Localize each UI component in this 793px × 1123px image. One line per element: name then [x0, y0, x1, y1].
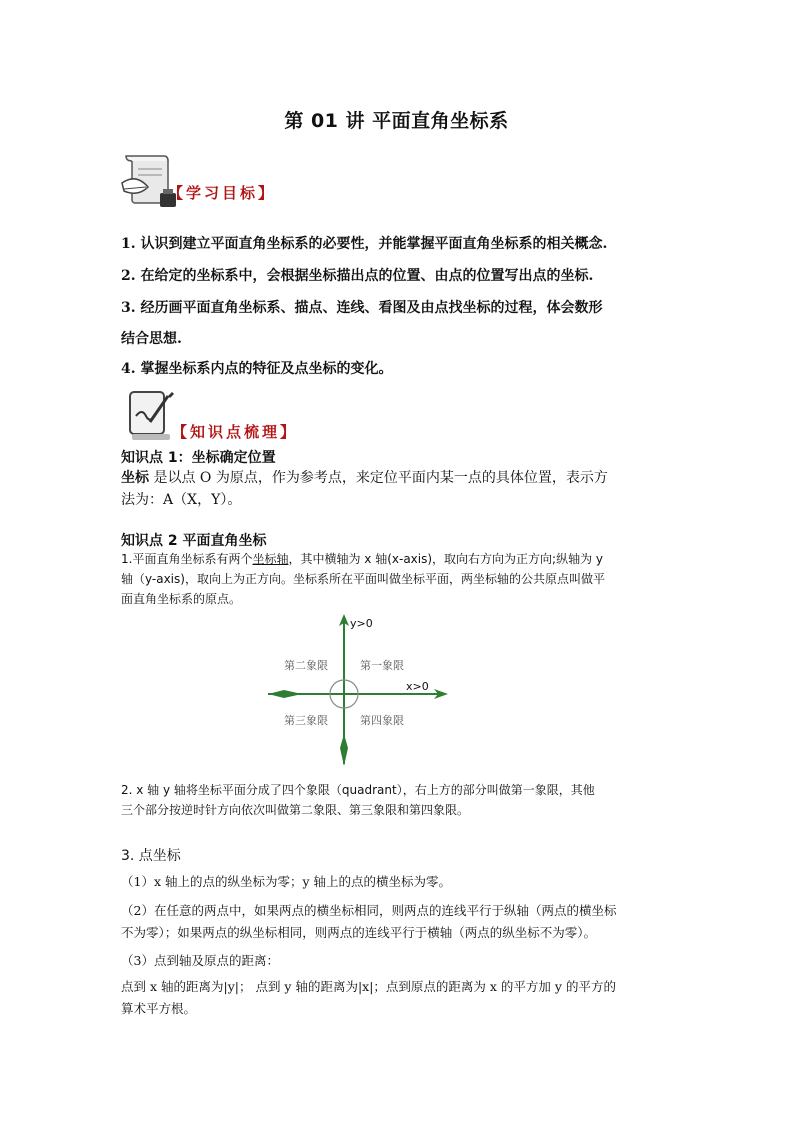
kp2-paragraph-2	[121, 780, 681, 820]
axis-term-underlined: 坐标轴	[252, 552, 289, 566]
kp2-p1-line3: 面直角坐标系的原点。	[121, 592, 242, 606]
quadrant-4-label: 第四象限	[360, 714, 404, 727]
kp1-line1: 是以点 O 为原点，作为参考点，来定位平面内某一点的具体位置，表示方	[149, 470, 608, 486]
kp3-statement-4	[121, 976, 681, 1020]
kp3-s4-line1: 点到 x 轴的距离为|y|； 点到 y 轴的距离为|x|；点到原点的距离为 x 的平方加 y 的平方的	[121, 979, 616, 994]
kp1-term: 坐标	[121, 470, 149, 486]
kp2-p1-part-a: 1.平面直角坐标系有两个	[121, 552, 253, 566]
knowledge-section-label: 【知识点梳理】	[172, 423, 299, 441]
y-axis-tail	[340, 734, 348, 766]
quadrant-1-label: 第一象限	[360, 659, 404, 672]
goals-section-label: 【学习目标】	[168, 184, 277, 202]
goal-item-1: 1. 认识到建立平面直角坐标系的必要性，并能掌握平面直角坐标系的相关概念.	[121, 236, 608, 252]
kp3-s2-line2: 不为零）；如果两点的纵坐标相同，则两点的连线平行于横轴（两点的纵坐标不为零）。	[121, 925, 597, 940]
kp2-p2-line1: 2. x 轴 y 轴将坐标平面分成了四个象限（quadrant），右上方的部分叫做第一象限，其他	[121, 783, 595, 797]
goal-item-3-cont: 结合思想.	[121, 331, 182, 347]
kp2-p1-part-b: ，其中横轴为 x 轴(x-axis)，取向右方向为正方向;纵轴为 y	[288, 552, 603, 566]
goal-item-2: 2. 在给定的坐标系中，会根据坐标描出点的位置、由点的位置写出点的坐标.	[121, 268, 594, 284]
kp2-heading: 知识点 2 平面直角坐标	[121, 533, 267, 549]
quadrant-2-label: 第二象限	[284, 659, 328, 672]
x-axis-label: x>0	[406, 680, 429, 693]
y-axis-label: y>0	[350, 617, 373, 630]
kp3-heading: 3. 点坐标	[121, 848, 181, 864]
kp1-paragraph	[121, 467, 681, 511]
kp1-heading: 知识点 1：坐标确定位置	[121, 450, 276, 466]
goal-item-3: 3. 经历画平面直角坐标系、描点、连线、看图及由点找坐标的过程，体会数形	[121, 300, 603, 316]
goal-item-4: 4. 掌握坐标系内点的特征及点坐标的变化。	[121, 361, 393, 377]
quadrant-3-label: 第三象限	[284, 714, 328, 727]
kp3-statement-2	[121, 900, 681, 944]
kp2-paragraph-1	[121, 549, 681, 609]
kp3-statement-3: （3）点到轴及原点的距离：	[121, 953, 279, 968]
kp2-p2-line2: 三个部分按逆时针方向依次叫做第二象限、第三象限和第四象限。	[121, 803, 470, 817]
kp3-s2-line1: （2）在任意的两点中，如果两点的横坐标相同，则两点的连线平行于纵轴（两点的横坐标	[121, 903, 617, 918]
kp3-s4-line2: 算术平方根。	[121, 1001, 197, 1016]
quadrant-diagram	[262, 612, 452, 772]
kp1-line2: 法为：A（X，Y）。	[121, 492, 242, 508]
x-axis-tail	[268, 690, 302, 698]
kp3-statement-1: （1）x 轴上的点的纵坐标为零；y 轴上的点的横坐标为零。	[121, 874, 452, 889]
page-title: 第 01 讲 平面直角坐标系	[284, 110, 509, 132]
kp2-p1-line2: 轴（y-axis)，取向上为正方向。坐标系所在平面叫做坐标平面，两坐标轴的公共原点叫做平	[121, 572, 605, 586]
